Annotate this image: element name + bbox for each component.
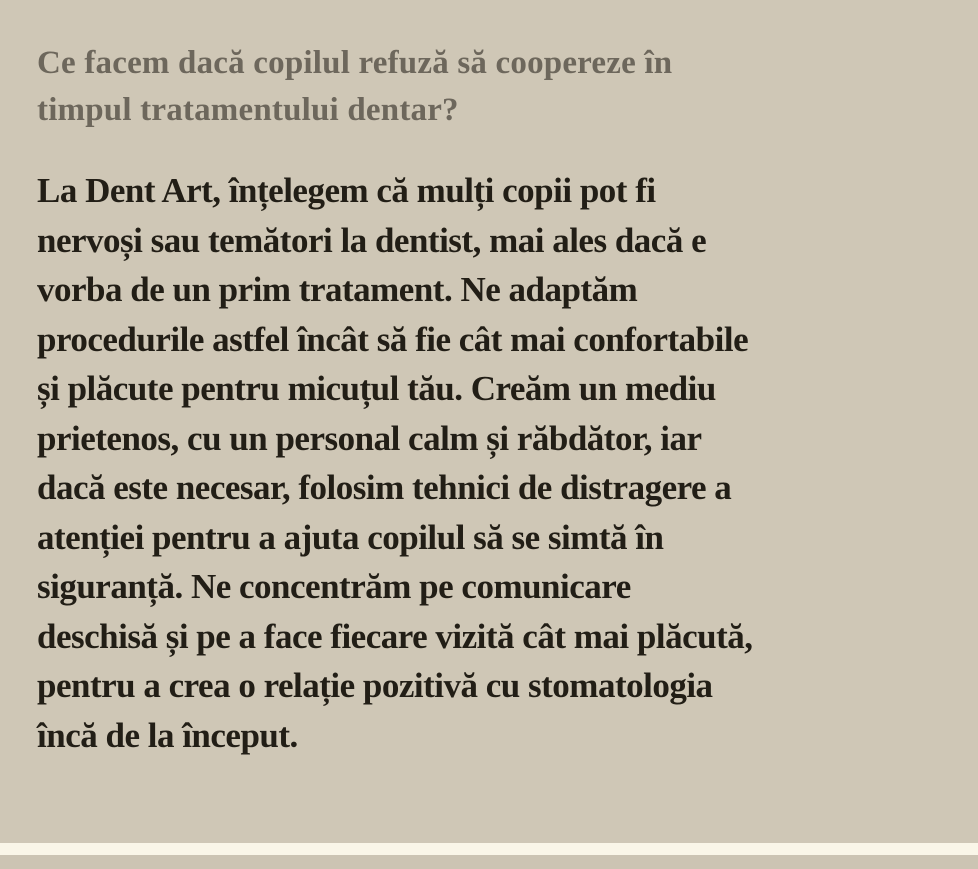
answer-paragraph-line: procedurile astfel încât să fie cât mai confortabile (37, 319, 749, 359)
answer-paragraph-line: încă de la început. (37, 715, 298, 755)
answer-paragraph-line: vorba de un prim tratament. Ne adaptăm (37, 270, 638, 309)
answer-paragraph-line: atenției pentru a ajuta copilul să se simtă în (37, 517, 664, 557)
bottom-divider (0, 843, 978, 855)
answer-paragraph-line: siguranță. Ne concentrăm pe comunicare (37, 567, 631, 606)
answer-paragraph-line: pentru a crea o relație pozitivă cu stomatologia (37, 666, 713, 705)
footer-band (0, 855, 978, 869)
question-heading-line: timpul tratamentului dentar? (37, 92, 459, 128)
question-heading (37, 40, 958, 134)
text-content (37, 40, 958, 760)
answer-paragraph-line: dacă este necesar, folosim tehnici de distragere a (37, 468, 732, 507)
answer-paragraph-line: prietenos, cu un personal calm și răbdător, iar (37, 418, 702, 458)
answer-paragraph-line: La Dent Art, înțelegem că mulți copii pot fi (37, 171, 656, 210)
question-heading-line: Ce facem dacă copilul refuză să coopereze în (37, 45, 673, 81)
answer-paragraph-line: deschisă și pe a face fiecare vizită cât mai plăcută, (37, 616, 753, 656)
answer-paragraph-line: și plăcute pentru micuțul tău. Creăm un mediu (37, 369, 716, 408)
answer-paragraph-line: nervoși sau temători la dentist, mai ales dacă e (37, 220, 707, 260)
answer-paragraph (37, 166, 958, 760)
